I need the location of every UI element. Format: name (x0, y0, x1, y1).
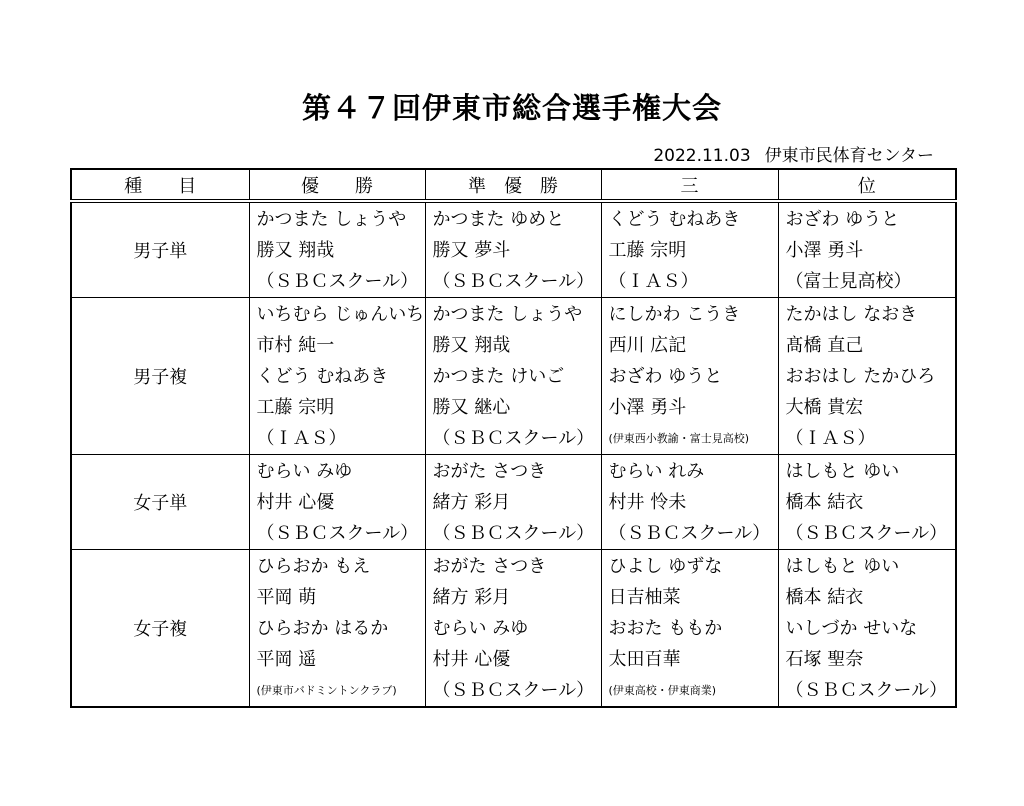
entry-line: (伊東西小教諭・富士見高校) (608, 432, 750, 445)
entry-line: 村井 怜未 (608, 492, 687, 513)
entry-line: かつまた しょうや (256, 209, 407, 230)
entry-line: おがた さつき (432, 556, 547, 577)
entry-line: おがた さつき (432, 461, 547, 482)
entry-line: かつまた ゆめと (432, 209, 565, 230)
entry-line: おおはし たかひろ (785, 366, 936, 387)
entry-line: 大橋 貴宏 (785, 397, 864, 418)
entry-line: （ＳＢＣスクール） (256, 523, 419, 544)
table-row (71, 550, 956, 708)
third-a-cell (601, 201, 778, 298)
runner-up-cell (425, 298, 601, 455)
header-winner: 優 勝 (249, 169, 425, 201)
event-cell: 男子単 (71, 201, 249, 298)
entry-line: （ＩＡＳ） (785, 428, 876, 449)
third-a-cell (601, 550, 778, 708)
entry-line: かつまた けいご (432, 366, 565, 387)
winner-cell (249, 201, 425, 298)
entry-line: 日吉柚菜 (608, 587, 681, 608)
entry-line: 工藤 宗明 (608, 240, 687, 261)
header-runner-up: 準 優 勝 (425, 169, 601, 201)
entry-line: たかはし なおき (785, 304, 918, 325)
entry-line: はしもと ゆい (785, 556, 900, 577)
entry-line: 髙橋 直己 (785, 335, 864, 356)
entry-line: むらい みゆ (256, 461, 353, 482)
entry-line: 小澤 勇斗 (785, 240, 864, 261)
date-venue-line (653, 141, 934, 166)
entry-line: 緒方 彩月 (432, 587, 511, 608)
entry-line: いしづか せいな (785, 618, 918, 639)
runner-up-cell (425, 201, 601, 298)
entry-line: はしもと ゆい (785, 461, 900, 482)
entry-line: （ＳＢＣスクール） (256, 271, 419, 292)
entry-line: ひよし ゆずな (608, 556, 723, 577)
entry-line: 小澤 勇斗 (608, 397, 687, 418)
entry-line: (伊東高校・伊東商業) (608, 684, 717, 697)
entry-line: 橋本 結衣 (785, 587, 864, 608)
header-third-a: 三 (601, 169, 778, 201)
entry-line: 村井 心優 (256, 492, 335, 513)
winner-cell (249, 455, 425, 550)
table-row (71, 201, 956, 298)
entry-line: (伊東市バドミントンクラブ) (256, 684, 397, 697)
entry-line: ひらおか もえ (256, 556, 371, 577)
runner-up-cell (425, 550, 601, 708)
event-date: 2022.11.03 (653, 146, 751, 166)
third-a-cell (601, 455, 778, 550)
entry-line: 勝又 継心 (432, 397, 511, 418)
header-third-b: 位 (778, 169, 956, 201)
entry-line: 西川 広記 (608, 335, 687, 356)
entry-line: （ＩＡＳ） (256, 428, 347, 449)
table-row (71, 455, 956, 550)
entry-line: （ＳＢＣスクール） (785, 680, 948, 701)
entry-line: 勝又 翔哉 (432, 335, 511, 356)
entry-line: （ＳＢＣスクール） (432, 680, 595, 701)
entry-line: 平岡 萌 (256, 587, 317, 608)
entry-line: むらい れみ (608, 461, 705, 482)
entry-line: くどう むねあき (608, 209, 741, 230)
header-row (71, 169, 956, 201)
event-cell: 男子複 (71, 298, 249, 455)
entry-line: 平岡 遥 (256, 649, 317, 670)
page-title: 第４７回伊東市総合選手権大会 (301, 91, 722, 125)
entry-line: おざわ ゆうと (785, 209, 900, 230)
entry-line: 緒方 彩月 (432, 492, 511, 513)
third-b-cell (778, 455, 956, 550)
table-row (71, 298, 956, 455)
runner-up-cell (425, 455, 601, 550)
entry-line: 工藤 宗明 (256, 397, 335, 418)
event-venue: 伊東市民体育センター (764, 146, 934, 166)
entry-line: にしかわ こうき (608, 304, 741, 325)
entry-line: 市村 純一 (256, 335, 335, 356)
entry-line: 橋本 結衣 (785, 492, 864, 513)
entry-line: （ＳＢＣスクール） (432, 523, 595, 544)
third-b-cell (778, 298, 956, 455)
entry-line: （ＩＡＳ） (608, 271, 699, 292)
entry-line: 勝又 翔哉 (256, 240, 335, 261)
entry-line: くどう むねあき (256, 366, 389, 387)
entry-line: 太田百華 (608, 649, 681, 670)
entry-line: （ＳＢＣスクール） (432, 428, 595, 449)
header-event: 種 目 (71, 169, 249, 201)
winner-cell (249, 550, 425, 708)
third-b-cell (778, 550, 956, 708)
event-cell: 女子複 (71, 550, 249, 708)
entry-line: 村井 心優 (432, 649, 511, 670)
entry-line: おざわ ゆうと (608, 366, 723, 387)
entry-line: むらい みゆ (432, 618, 529, 639)
third-a-cell (601, 298, 778, 455)
entry-line: （ＳＢＣスクール） (785, 523, 948, 544)
entry-line: （ＳＢＣスクール） (608, 523, 771, 544)
entry-line: 勝又 夢斗 (432, 240, 511, 261)
entry-line: かつまた しょうや (432, 304, 583, 325)
third-b-cell (778, 201, 956, 298)
event-cell: 女子単 (71, 455, 249, 550)
entry-line: （ＳＢＣスクール） (432, 271, 595, 292)
winner-cell (249, 298, 425, 455)
entry-line: いちむら じゅんいち (256, 304, 425, 325)
entry-line: （富士見高校） (785, 271, 912, 292)
entry-line: ひらおか はるか (256, 618, 389, 639)
entry-line: おおた ももか (608, 618, 723, 639)
entry-line: 石塚 聖奈 (785, 649, 864, 670)
results-table (70, 168, 957, 708)
